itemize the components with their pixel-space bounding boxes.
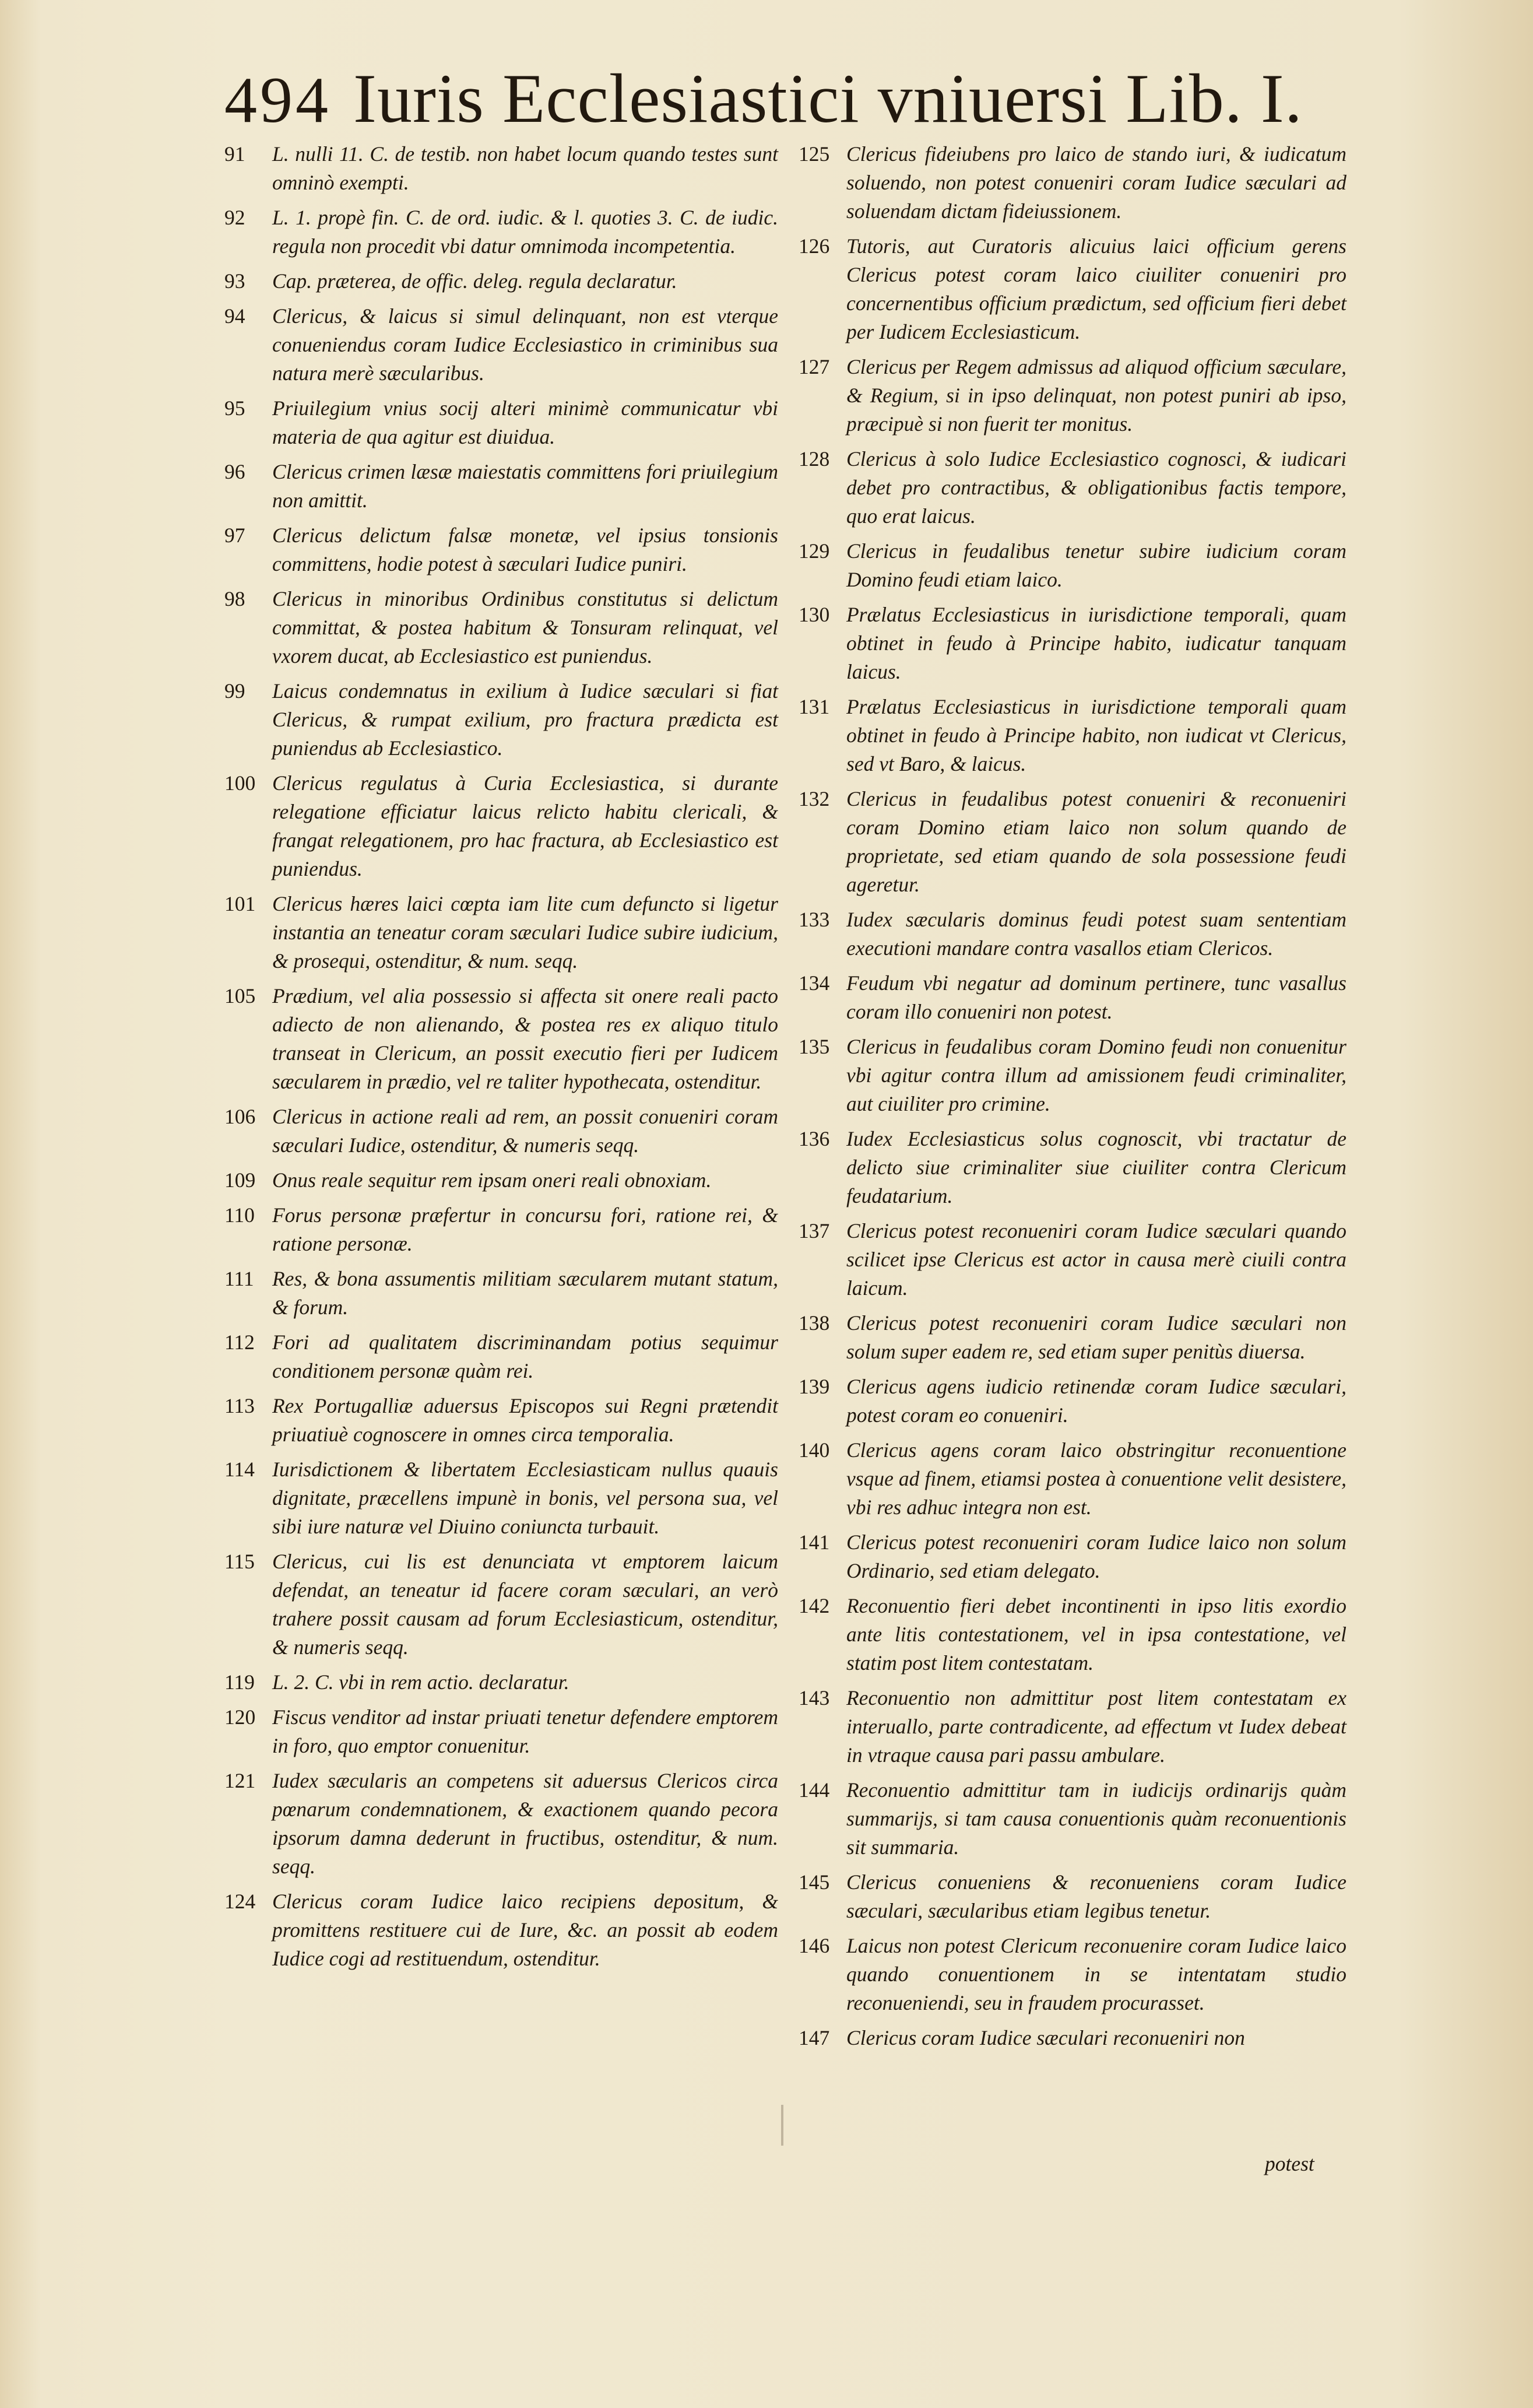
- entry-text: Reconuentio non admittitur post litem contestatam ex interuallo, parte contradicente, ad effectum vt Iudex debeat in vtraque causa pari passu ambulare.: [846, 1686, 1346, 1767]
- summary-entry: [799, 1592, 1346, 1677]
- summary-entry: [224, 677, 778, 763]
- entry-number: 121: [224, 1769, 256, 1792]
- summary-column-right: [799, 140, 1346, 2059]
- entry-number: 147: [799, 2026, 830, 2049]
- summary-entry: [799, 969, 1346, 1026]
- summary-entry: [224, 521, 778, 578]
- entry-text: Iudex Ecclesiasticus solus cognoscit, vbi tractatur de delicto siue criminaliter siue ciuiliter contra Clericum feudatarium.: [846, 1127, 1346, 1207]
- summary-entry: [224, 1703, 778, 1760]
- entry-number: 92: [224, 206, 245, 229]
- entry-number: 130: [799, 603, 830, 626]
- summary-entry: [224, 394, 778, 451]
- entry-number: 142: [799, 1594, 830, 1617]
- summary-entry: [799, 601, 1346, 686]
- summary-entry: [224, 458, 778, 515]
- entry-text: Clericus agens iudicio retinendæ coram Iudice sæculari, potest coram eo conueniri.: [846, 1375, 1346, 1427]
- entry-text: Tutoris, aut Curatoris alicuius laici officium gerens Clericus potest coram laico ciuiliter conueniri pro concernentibus officium prædictum, sed officium fieri debet per Iudicem Ecclesiasticum.: [846, 234, 1346, 343]
- entry-number: 146: [799, 1934, 830, 1957]
- summary-entry: [799, 232, 1346, 346]
- entry-number: 91: [224, 142, 245, 166]
- entry-text: Clericus crimen læsæ maiestatis committens fori priuilegium non amittit.: [272, 460, 778, 512]
- entry-text: Cap. præterea, de offic. deleg. regula declaratur.: [272, 269, 677, 293]
- summary-entry: [224, 585, 778, 671]
- entry-text: Clericus potest reconueniri coram Iudice sæculari non solum super eadem re, sed etiam super penitùs diuersa.: [846, 1311, 1346, 1363]
- entry-text: L. nulli 11. C. de testib. non habet locum quando testes sunt omninò exempti.: [272, 142, 778, 194]
- summary-entry: [799, 537, 1346, 594]
- entry-text: Rex Portugalliæ aduersus Episcopos sui Regni prætendit priuatiuè cognoscere in omnes circa temporalia.: [272, 1394, 778, 1446]
- summary-entry: [799, 693, 1346, 778]
- entry-text: Reconuentio admittitur tam in iudicijs ordinarijs quàm summarijs, si tam causa conuentionis quàm reconuentionis sit summaria.: [846, 1778, 1346, 1859]
- entry-number: 94: [224, 304, 245, 328]
- entry-number: 134: [799, 971, 830, 995]
- entry-number: 119: [224, 1670, 255, 1694]
- summary-entry: [224, 982, 778, 1096]
- entry-text: Res, & bona assumentis militiam sæcularem mutant statum, & forum.: [272, 1267, 778, 1319]
- entry-text: Iudex sæcularis dominus feudi potest suam sententiam executioni mandare contra vasallos etiam Clericos.: [846, 908, 1346, 960]
- entry-text: Prælatus Ecclesiasticus in iurisdictione temporali, quam obtinet in feudo à Principe habito, iudicatur tanquam laicus.: [846, 603, 1346, 683]
- summary-entry: [224, 1328, 778, 1385]
- summary-entry: [799, 2024, 1346, 2052]
- summary-entry: [799, 1033, 1346, 1118]
- entry-number: 97: [224, 524, 245, 547]
- entry-number: 99: [224, 679, 245, 703]
- summary-entry: [799, 140, 1346, 226]
- summary-entry: [799, 1528, 1346, 1585]
- summary-entry: [224, 203, 778, 261]
- entry-text: Clericus coram Iudice sæculari reconueniri non: [846, 2026, 1245, 2049]
- summary-entry: [799, 1868, 1346, 1925]
- entry-text: Clericus hæres laici cœpta iam lite cum defuncto si ligetur instantia an teneatur coram sæculari Iudice subire iudicium, & prosequi, ostenditur, & num. seqq.: [272, 892, 778, 973]
- entry-text: Clericus in feudalibus potest conueniri & reconueniri coram Domino etiam laico non solum quando de proprietate, sed etiam quando de sola possessione feudi ageretur.: [846, 787, 1346, 896]
- summary-entry: [224, 890, 778, 975]
- entry-number: 144: [799, 1778, 830, 1802]
- summary-entry: [224, 1166, 778, 1195]
- summary-entry: [799, 445, 1346, 531]
- entry-text: Clericus per Regem admissus ad aliquod officium sæculare, & Regium, si in ipso delinquat, non potest puniri ab ipso, præcipuè si non fuerit ter monitus.: [846, 355, 1346, 436]
- entry-number: 101: [224, 892, 256, 915]
- summary-entry: [224, 1392, 778, 1449]
- entry-number: 106: [224, 1105, 256, 1128]
- entry-text: Iurisdictionem & libertatem Ecclesiasticam nullus quauis dignitate, præcellens impunè in bonis, vel persona sua, vel sibi iure naturæ vel Diuino coniuncta turbauit.: [272, 1458, 778, 1538]
- summary-entry: [224, 267, 778, 296]
- entry-number: 100: [224, 771, 256, 795]
- entry-number: 115: [224, 1550, 255, 1573]
- entry-text: Onus reale sequitur rem ipsam oneri reali obnoxiam.: [272, 1168, 712, 1192]
- summary-entry: [224, 1103, 778, 1160]
- entry-text: Feudum vbi negatur ad dominum pertinere, tunc vasallus coram illo conueniri non potest.: [846, 971, 1346, 1023]
- summary-entry: [224, 302, 778, 388]
- entry-text: Clericus coram Iudice laico recipiens depositum, & promittens restituere cui de Iure, &c. an possit ab eodem Iudice cogi ad restituendum, ostenditur.: [272, 1890, 778, 1970]
- entry-number: 109: [224, 1168, 256, 1192]
- entry-number: 131: [799, 695, 830, 718]
- summary-entry: [224, 1887, 778, 1973]
- entry-text: Clericus agens coram laico obstringitur reconuentione vsque ad finem, etiamsi postea à conuentione velit desistere, vbi res adhuc integra non est.: [846, 1438, 1346, 1519]
- summary-entry: [224, 1547, 778, 1662]
- entry-number: 140: [799, 1438, 830, 1462]
- entry-text: Clericus, & laicus si simul delinquant, non est vterque conueniendus coram Iudice Ecclesiastico in criminibus sua natura merè sæcularibus.: [272, 304, 778, 385]
- entry-number: 125: [799, 142, 830, 166]
- entry-number: 133: [799, 908, 830, 931]
- summary-entry: [799, 785, 1346, 899]
- summary-entry: [799, 1373, 1346, 1430]
- entry-number: 112: [224, 1331, 255, 1354]
- summary-entry: [799, 1125, 1346, 1210]
- page-number: 494: [224, 64, 331, 136]
- entry-number: 145: [799, 1870, 830, 1894]
- entry-number: 132: [799, 787, 830, 810]
- entry-text: Clericus conueniens & reconueniens coram Iudice sæculari, sæcularibus etiam legibus tenetur.: [846, 1870, 1346, 1922]
- summary-entry: [224, 769, 778, 883]
- entry-text: L. 1. propè fin. C. de ord. iudic. & l. quoties 3. C. de iudic. regula non procedit vbi datur omnimoda incompetentia.: [272, 206, 778, 258]
- entry-text: Clericus potest reconueniri coram Iudice sæculari quando scilicet ipse Clericus est actor in causa merè ciuili contra laicum.: [846, 1219, 1346, 1300]
- entry-text: Laicus condemnatus in exilium à Iudice sæculari si fiat Clericus, & rumpat exilium, pro fractura prædicta est puniendus ab Ecclesiastico.: [272, 679, 778, 760]
- entry-text: Clericus in actione reali ad rem, an possit conueniri coram sæculari Iudice, ostenditur, & numeris seqq.: [272, 1105, 778, 1157]
- entry-text: Forus personæ præfertur in concursu fori, ratione rei, & ratione personæ.: [272, 1203, 778, 1255]
- summary-entry: [224, 1455, 778, 1541]
- summary-entry: [799, 1932, 1346, 2017]
- entry-text: Clericus in feudalibus coram Domino feudi non conuenitur vbi agitur contra illum ad amissionem feudi criminaliter, aut ciuiliter pro crimine.: [846, 1035, 1346, 1115]
- summary-entry: [224, 1265, 778, 1322]
- entry-number: 113: [224, 1394, 255, 1417]
- entry-text: Prælatus Ecclesiasticus in iurisdictione temporali quam obtinet in feudo à Principe habito, non iudicat vt Clericus, sed vt Baro, & laicus.: [846, 695, 1346, 775]
- entry-text: Laicus non potest Clericum reconuenire coram Iudice laico quando conuentionem in se intentatam studio reconueniendi, seu in fraudem procurasset.: [846, 1934, 1346, 2014]
- summary-entry: [799, 1684, 1346, 1770]
- entry-text: Clericus potest reconueniri coram Iudice laico non solum Ordinario, sed etiam delegato.: [846, 1531, 1346, 1582]
- summary-entry: [799, 1776, 1346, 1862]
- entry-number: 124: [224, 1890, 256, 1913]
- entry-number: 139: [799, 1375, 830, 1398]
- summary-entry: [799, 1436, 1346, 1522]
- entry-number: 143: [799, 1686, 830, 1710]
- entry-text: Iudex sæcularis an competens sit aduersus Clericos circa pœnarum condemnationem, & exactionem quando pecora ipsorum damna dederunt in fructibus, ostenditur, & num. seqq.: [272, 1769, 778, 1878]
- entry-number: 93: [224, 269, 245, 293]
- entry-text: Clericus in feudalibus tenetur subire iudicium coram Domino feudi etiam laico.: [846, 539, 1346, 591]
- entry-number: 114: [224, 1458, 255, 1481]
- entry-number: 96: [224, 460, 245, 483]
- margin-mark: [781, 2105, 783, 2146]
- summary-entry: [799, 353, 1346, 438]
- entry-number: 110: [224, 1203, 255, 1227]
- entry-number: 126: [799, 234, 830, 258]
- entry-number: 127: [799, 355, 830, 378]
- summary-entry: [224, 1668, 778, 1697]
- entry-number: 105: [224, 984, 256, 1008]
- entry-number: 95: [224, 396, 245, 420]
- entry-number: 141: [799, 1531, 830, 1554]
- summary-column-left: [224, 140, 778, 1979]
- entry-text: Fiscus venditor ad instar priuati tenetur defendere emptorem in foro, quo emptor conuenitur.: [272, 1705, 778, 1757]
- running-title: Iuris Ecclesiastici vniuersi Lib. I.: [353, 59, 1303, 137]
- entry-number: 129: [799, 539, 830, 563]
- entry-number: 138: [799, 1311, 830, 1335]
- entry-text: Reconuentio fieri debet incontinenti in ipso litis exordio ante litis contestationem, vel in ipsa contestatione, vel statim post litem contestatam.: [846, 1594, 1346, 1675]
- entry-text: L. 2. C. vbi in rem actio. declaratur.: [272, 1670, 569, 1694]
- entry-number: 137: [799, 1219, 830, 1242]
- entry-text: Priuilegium vnius socij alteri minimè communicatur vbi materia de qua agitur est diuidua.: [272, 396, 778, 448]
- entry-number: 135: [799, 1035, 830, 1058]
- summary-entry: [799, 905, 1346, 963]
- entry-number: 128: [799, 447, 830, 471]
- entry-text: Prædium, vel alia possessio si affecta sit onere reali pacto adiecto de non alienando, & postea res ex aliquo titulo transeat in Clericum, an possit executio fieri per Iudicem sæcularem in prædio, vel re taliter hypothecata, ostenditur.: [272, 984, 778, 1093]
- entry-number: 111: [224, 1267, 254, 1290]
- entry-text: Clericus in minoribus Ordinibus constitutus si delictum committat, & postea habitum & Tonsuram relinquat, vel vxorem ducat, ab Ecclesiastico est puniendus.: [272, 587, 778, 668]
- entry-number: 120: [224, 1705, 256, 1729]
- entry-text: Clericus, cui lis est denunciata vt emptorem laicum defendat, an teneatur id facere coram sæculari, an verò trahere possit causam ad forum Ecclesiasticum, ostenditur, & numeris seqq.: [272, 1550, 778, 1659]
- summary-entry: [224, 1201, 778, 1258]
- entry-number: 98: [224, 587, 245, 610]
- summary-entry: [224, 140, 778, 197]
- entry-text: Clericus delictum falsæ monetæ, vel ipsius tonsionis committens, hodie potest à sæculari Iudice puniri.: [272, 524, 778, 575]
- entry-number: 136: [799, 1127, 830, 1150]
- summary-entry: [224, 1767, 778, 1881]
- summary-entry: [799, 1217, 1346, 1303]
- summary-entry: [799, 1309, 1346, 1366]
- entry-text: Clericus fideiubens pro laico de stando iuri, & iudicatum soluendo, non potest conueniri coram Iudice sæculari ad soluendam dictam fideiussionem.: [846, 142, 1346, 223]
- entry-text: Fori ad qualitatem discriminandam potius sequimur conditionem personæ quàm rei.: [272, 1331, 778, 1382]
- entry-text: Clericus à solo Iudice Ecclesiastico cognosci, & iudicari debet pro contractibus, & obligationibus factis tempore, quo erat laicus.: [846, 447, 1346, 528]
- entry-text: Clericus regulatus à Curia Ecclesiastica, si durante relegatione efficiatur laicus relicto habitu clericali, & frangat relegationem, pro hac fractura, ab Ecclesiastico est puniendus.: [272, 771, 778, 880]
- catchword: potest: [1265, 2152, 1314, 2175]
